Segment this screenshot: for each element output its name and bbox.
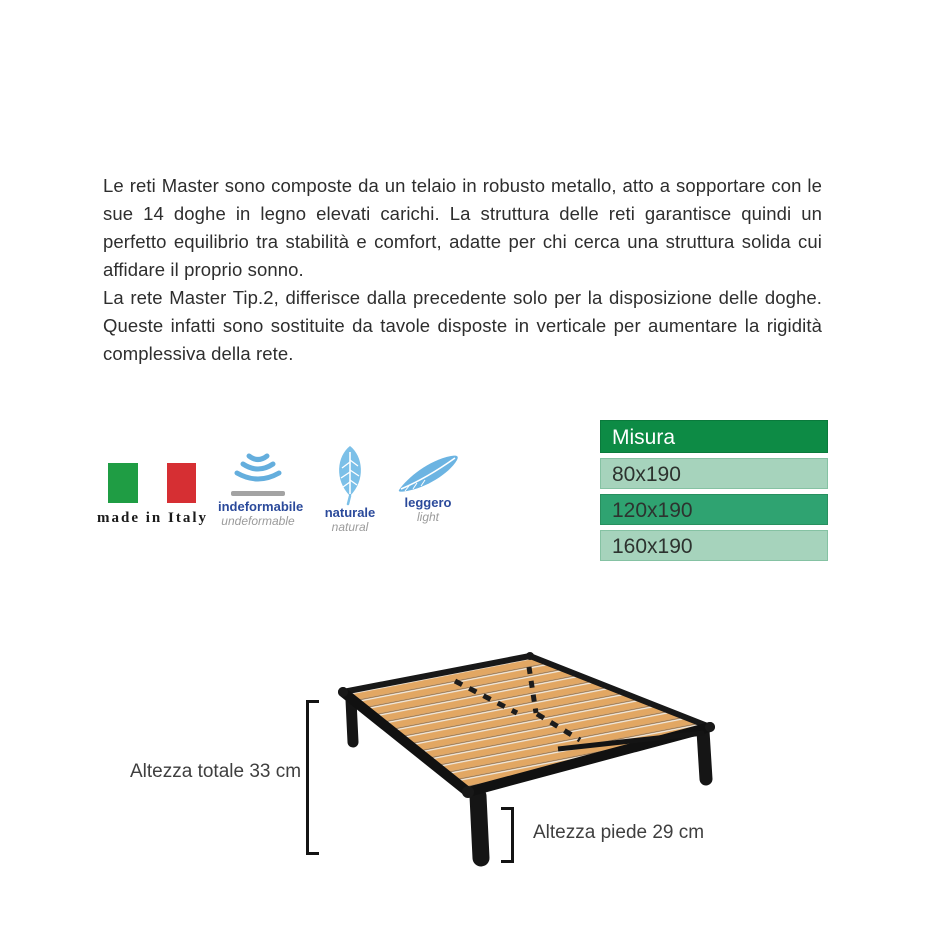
size-row-80x190: 80x190	[600, 458, 828, 489]
naturale-label: naturale	[324, 505, 376, 520]
description-paragraph-2: La rete Master Tip.2, differisce dalla precedente solo per la disposizione delle doghe. Queste infatti sono sostituite da tavole disposte in verticale per aumentare la rigidità complessiva della rete.	[103, 287, 822, 364]
bed-corner-top	[526, 652, 534, 660]
bed-corner-front	[462, 786, 474, 798]
badge-indeformabile	[218, 450, 304, 528]
light-sublabel: light	[416, 510, 439, 524]
badge-naturale	[313, 444, 387, 534]
size-row-120x190: 120x190	[600, 494, 828, 525]
badge-made-in-italy	[95, 462, 210, 527]
description-paragraph-1: Le reti Master sono composte da un telaio in robusto metallo, atto a sopportare con le sue 14 doghe in legno elevati carichi. La struttura delle reti garantisce quindi un perfetto equilibrio tra stabilità e comfort, adatte per chi cerca una struttura solida cui affidare il proprio sonno.	[103, 175, 822, 280]
product-description	[103, 172, 822, 368]
made-in-italy-label: made in Italy	[96, 510, 208, 526]
bed-corner-right	[705, 722, 715, 732]
feather-icon	[395, 450, 461, 496]
bed-leg-back-left	[351, 700, 353, 742]
foot-height-label: Altezza piede 29 cm	[533, 822, 705, 843]
undeformable-sublabel: undeformable	[221, 514, 295, 528]
size-row-160x190: 160x190	[600, 530, 828, 561]
bed-corner-left	[338, 687, 348, 697]
leaf-icon	[330, 444, 370, 506]
sizes-table-header: Misura	[600, 420, 828, 453]
bed-leg-front	[478, 796, 481, 858]
italy-flag-icon	[98, 462, 208, 504]
dimension-bracket-foot-height	[501, 807, 514, 863]
total-height-label: Altezza totale 33 cm	[130, 761, 302, 782]
springs-icon	[226, 450, 290, 500]
bed-leg-right	[703, 731, 706, 779]
dimension-bracket-total-height	[306, 700, 319, 855]
indeformabile-label: indeformabile	[218, 499, 304, 514]
sizes-table	[600, 420, 828, 561]
natural-sublabel: natural	[331, 520, 369, 534]
bed-frame-image	[280, 630, 770, 890]
badge-leggero	[390, 450, 466, 524]
leggero-label: leggero	[404, 495, 452, 510]
